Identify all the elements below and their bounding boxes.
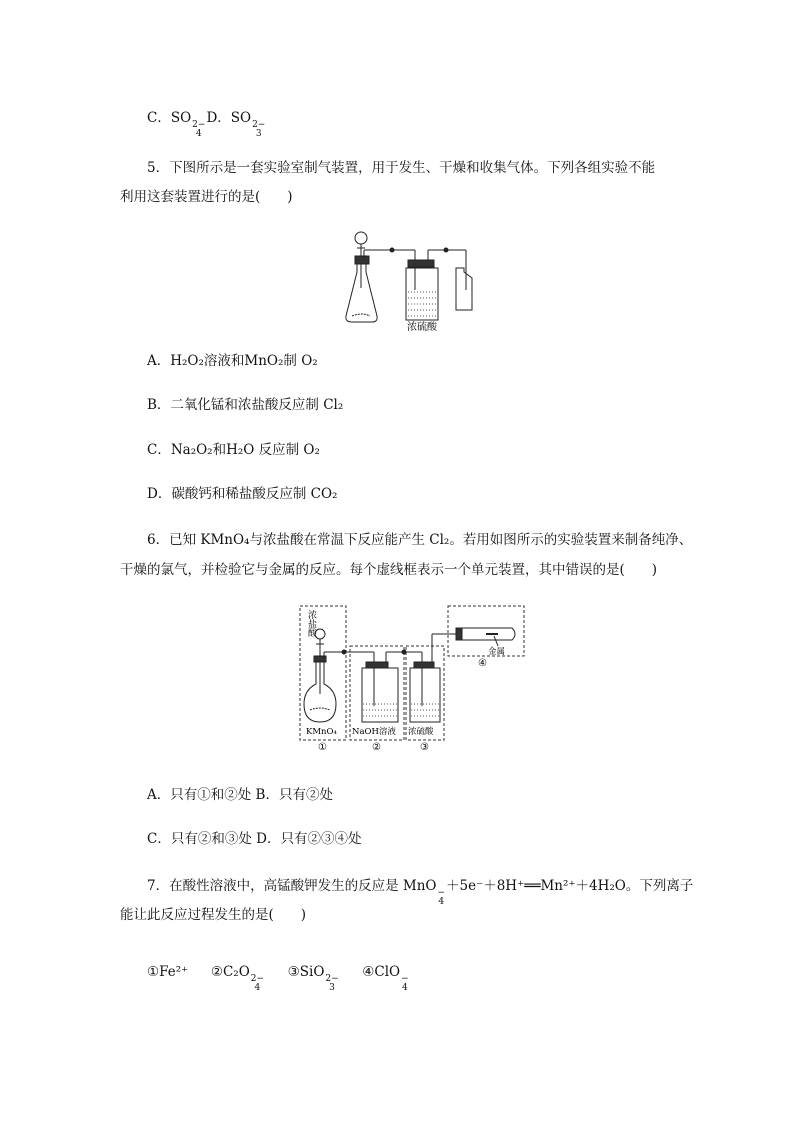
q6-stem-line2: 干燥的氯气，并检验它与金属的反应。每个虚线框表示一个单元装置，其中错误的是( ): [120, 562, 658, 578]
option-c-d-line: [147, 108, 266, 139]
q7-option-2: ②C₂O: [210, 964, 250, 980]
ion-charge-stack: 2− 4: [250, 974, 265, 993]
ion-charge-stack: − 4: [437, 888, 446, 907]
kmno4-label: KMnO₄: [306, 727, 337, 737]
q7-options-line: [147, 962, 410, 993]
unit-2-number: ②: [372, 742, 381, 752]
unit-3-number: ③: [420, 742, 429, 752]
naoh-label: NaOH溶液: [352, 727, 396, 737]
q5-option-d: D．碳酸钙和稀盐酸反应制 CO₂: [147, 486, 338, 502]
ion-charge-stack: 2− 3: [252, 120, 266, 139]
apparatus-diagram: [340, 228, 480, 332]
q6-options-ab: A．只有①和②处 B．只有②处: [147, 787, 333, 803]
acid-label-2: 盐: [308, 620, 318, 630]
q7-option-3: ③SiO: [287, 964, 325, 980]
ion-charge-stack: − 4: [401, 974, 409, 993]
q6-options-cd: C．只有②和③处 D．只有②③④处: [147, 831, 362, 847]
q5-stem-line1: 5．下图所示是一套实验室制气装置，用于发生、干燥和收集气体。下列各组实验不能: [147, 160, 656, 176]
q7-stem-post: ＋5e⁻＋8H⁺══Mn²⁺＋4H₂O。下列离子: [446, 878, 694, 894]
q5-apparatus-figure: [340, 228, 480, 332]
q7-stem-line2: 能让此反应过程发生的是( ): [120, 907, 307, 923]
ion-charge-stack: 2− 4: [192, 120, 206, 139]
q7-stem-pre: 7．在酸性溶液中，高锰酸钾发生的反应是 MnO: [147, 878, 437, 894]
q5-option-b: B．二氧化锰和浓盐酸反应制 Cl₂: [147, 397, 344, 413]
q6-apparatus-figure: [298, 604, 528, 752]
q5-stem-line2: 利用这套装置进行的是( ): [120, 189, 293, 205]
metal-label: 金属: [488, 647, 506, 657]
option-d: D．SO: [206, 110, 252, 126]
acid-label-3: 酸: [308, 629, 318, 639]
q6-stem-line1: 6．已知 KMnO₄与浓盐酸在常温下反应能产生 Cl₂。若用如图所示的实验装置来制备纯净、: [147, 532, 693, 548]
q7-option-1: ①Fe²⁺: [147, 964, 189, 980]
q5-fig-label: 浓硫酸: [407, 322, 437, 332]
q7-stem-line1: [147, 876, 693, 907]
q5-option-c: C．Na₂O₂和H₂O 反应制 O₂: [147, 442, 320, 458]
q7-option-4: ④ClO: [362, 964, 401, 980]
option-c: C．SO: [147, 110, 192, 126]
chlorine-apparatus-diagram: [298, 604, 528, 752]
q5-option-a: A．H₂O₂溶液和MnO₂制 O₂: [147, 353, 318, 369]
ion-charge-stack: 2− 3: [325, 974, 339, 993]
acid-label-1: 浓: [308, 611, 318, 621]
unit-1-number: ①: [318, 742, 327, 752]
h2so4-label: 浓硫酸: [408, 727, 434, 737]
unit-4-number: ④: [478, 658, 487, 669]
